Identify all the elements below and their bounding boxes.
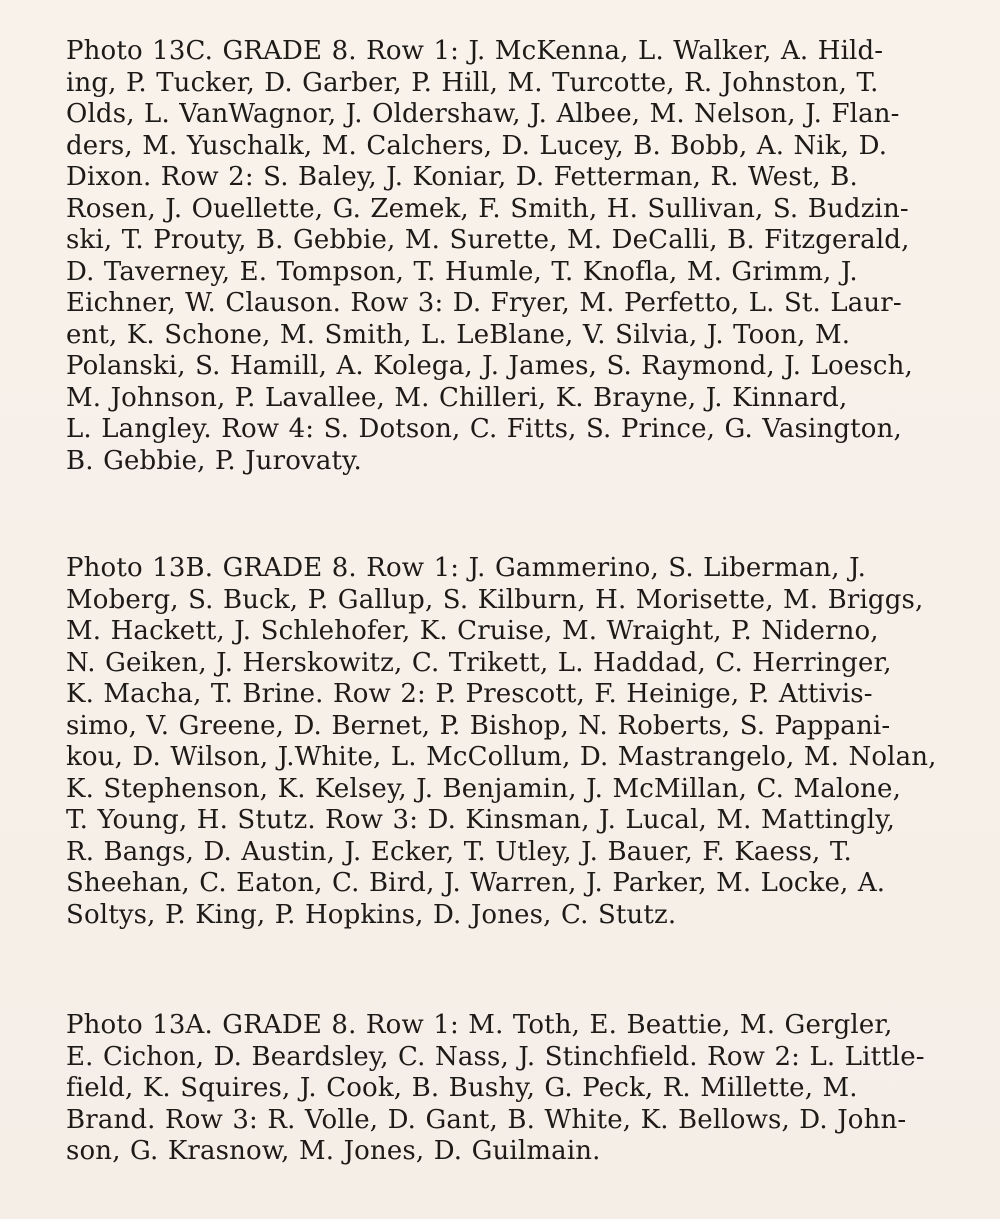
caption-line: N. Geiken, J. Herskowitz, C. Trikett, L. Haddad, C. Herringer, [66,647,892,678]
caption-line: Olds, L. VanWagnor, J. Oldershaw, J. Albee, M. Nelson, J. Flan- [66,99,900,129]
caption-line: Sheehan, C. Eaton, C. Bird, J. Warren, J. Parker, M. Locke, A. [66,868,886,898]
caption-line: K. Macha, T. Brine. Row 2: P. Prescott, F. Heinige, P. Attivis- [66,679,873,709]
caption-line: ski, T. Prouty, B. Gebbie, M. Surette, M. DeCalli, B. Fitzgerald, [66,225,910,255]
caption-line: simo, V. Greene, D. Bernet, P. Bishop, N. Roberts, S. Pappani- [66,710,891,741]
caption-line: Photo 13B. GRADE 8. Row 1: J. Gammerino, S. Liberman, J. [66,553,867,583]
caption-line: ing, P. Tucker, D. Garber, P. Hill, M. Turcotte, R. Johnston, T. [66,67,879,98]
caption-line: B. Gebbie, P. Jurovaty. [66,445,362,476]
caption-line: ders, M. Yuschalk, M. Calchers, D. Lucey, B. Bobb, A. Nik, D. [66,130,888,161]
caption-line: Soltys, P. King, P. Hopkins, D. Jones, C. Stutz. [66,899,677,930]
caption-line: kou, D. Wilson, J.White, L. McCollum, D. Mastrangelo, M. Nolan, [66,742,937,772]
caption-line: T. Young, H. Stutz. Row 3: D. Kinsman, J. Lucal, M. Mattingly, [66,805,896,835]
caption-line: Photo 13A. GRADE 8. Row 1: M. Toth, E. Beattie, M. Gergler, [66,1010,893,1040]
caption-line: Polanski, S. Hamill, A. Kolega, J. James, S. Raymond, J. Loesch, [66,351,913,381]
caption-line: Eichner, W. Clauson. Row 3: D. Fryer, M. Perfetto, L. St. Laur- [66,288,902,318]
caption-line: M. Johnson, P. Lavallee, M. Chilleri, K. Brayne, J. Kinnard, [66,382,848,413]
caption-line: son, G. Krasnow, M. Jones, D. Guilmain. [66,1136,601,1166]
caption-line: Moberg, S. Buck, P. Gallup, S. Kilburn, H. Morisette, M. Briggs, [66,584,924,615]
photo-13c-caption [66,36,962,477]
caption-line: K. Stephenson, K. Kelsey, J. Benjamin, J. McMillan, C. Malone, [66,773,901,804]
caption-line: L. Langley. Row 4: S. Dotson, C. Fitts, S. Prince, G. Vasington, [66,414,902,444]
caption-line: Rosen, J. Ouellette, G. Zemek, F. Smith, H. Sullivan, S. Budzin- [66,193,909,224]
caption-line: Photo 13C. GRADE 8. Row 1: J. McKenna, L. Walker, A. Hild- [66,36,884,66]
caption-line: Brand. Row 3: R. Volle, D. Gant, B. White, K. Bellows, D. John- [66,1104,907,1135]
photo-13a-caption [66,1010,962,1168]
caption-line: R. Bangs, D. Austin, J. Ecker, T. Utley, J. Bauer, F. Kaess, T. [66,836,852,867]
caption-line: Dixon. Row 2: S. Baley, J. Koniar, D. Fetterman, R. West, B. [66,162,858,192]
caption-line: M. Hackett, J. Schlehofer, K. Cruise, M. Wraight, P. Niderno, [66,616,879,646]
caption-line: field, K. Squires, J. Cook, B. Bushy, G. Peck, R. Millette, M. [66,1073,858,1103]
caption-line: D. Taverney, E. Tompson, T. Humle, T. Knofla, M. Grimm, J. [66,256,858,287]
caption-line: ent, K. Schone, M. Smith, L. LeBlane, V. Silvia, J. Toon, M. [66,319,851,350]
photo-13b-caption [66,553,962,931]
caption-line: E. Cichon, D. Beardsley, C. Nass, J. Stinchfield. Row 2: L. Little- [66,1041,925,1072]
